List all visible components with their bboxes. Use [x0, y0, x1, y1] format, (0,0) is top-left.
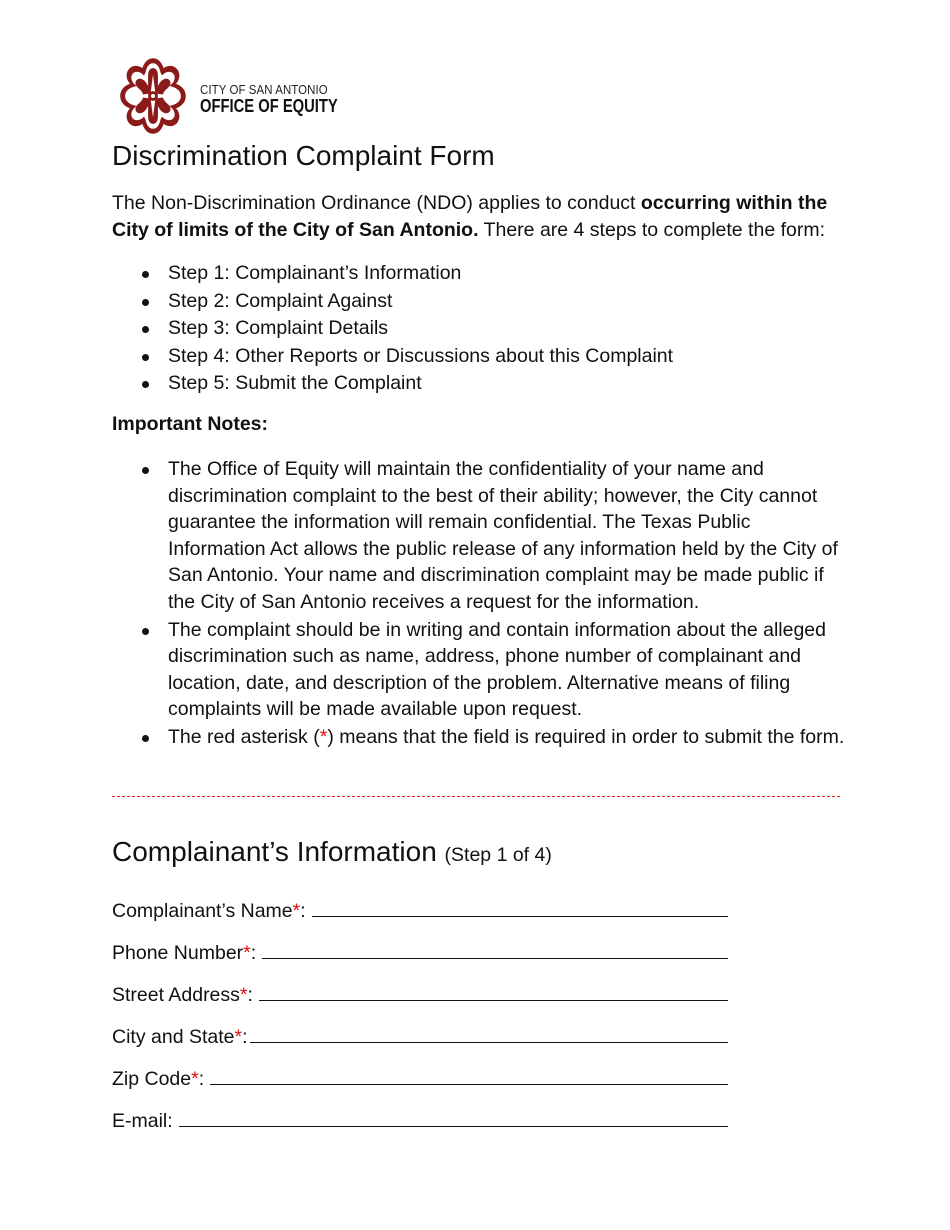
field-label-colon: :: [300, 900, 306, 922]
list-item: [140, 260, 673, 288]
complainant-fields: [112, 884, 728, 1136]
field-label-text: City and State: [112, 1026, 235, 1048]
page-title: Discrimination Complaint Form: [112, 140, 495, 171]
field-label: [112, 898, 306, 926]
city-state-field[interactable]: [250, 1042, 729, 1043]
notes-list: [140, 456, 845, 752]
intro-text: The Non-Discrimination Ordinance (NDO) applies to conduct: [112, 192, 641, 214]
zip-code-field-row: [112, 1052, 728, 1094]
field-label: [112, 982, 253, 1010]
email-field-row: [112, 1094, 728, 1136]
city-name: CITY OF SAN ANTONIO: [200, 81, 328, 97]
field-label-text: Zip Code: [112, 1068, 192, 1090]
list-item: [140, 724, 845, 751]
list-item: [140, 288, 673, 316]
field-label-colon: :: [242, 1026, 248, 1048]
required-asterisk: *: [243, 942, 251, 964]
phone-field[interactable]: [262, 958, 728, 959]
street-address-field-row: [112, 968, 728, 1010]
note-text-end: ) means that the field is required in order to submit the form.: [327, 725, 845, 748]
list-item: [140, 315, 673, 343]
field-label-colon: :: [247, 984, 253, 1006]
bullet-icon: [142, 299, 149, 306]
field-label-text: Street Address: [112, 984, 240, 1006]
field-label: [112, 1066, 204, 1094]
list-item: [140, 456, 845, 616]
office-name: OFFICE OF EQUITY: [200, 96, 338, 117]
bullet-icon: [142, 271, 149, 278]
field-label-colon: :: [167, 1110, 173, 1132]
name-field-row: [112, 884, 728, 926]
bullet-icon: [142, 354, 149, 361]
zip-code-field[interactable]: [210, 1084, 728, 1085]
note-text: The complaint should be in writing and contain information about the alleged discrimination such as name, address, phone number of complainant and location, date, and description of the problem. Alternative means of filing complaints will be made available upon request.: [168, 618, 827, 721]
required-asterisk: *: [234, 1026, 243, 1048]
name-field[interactable]: [312, 916, 728, 917]
section-divider: [112, 796, 840, 797]
bullet-icon: [142, 381, 149, 388]
intro-text-end: There are 4 steps to complete the form:: [478, 219, 825, 241]
field-label: [112, 1108, 173, 1136]
step-label: Step 5: Submit the Complaint: [168, 372, 422, 395]
field-label: [112, 1024, 248, 1052]
email-field[interactable]: [179, 1126, 728, 1127]
list-item: [140, 370, 673, 398]
notes-heading: Important Notes:: [112, 413, 268, 435]
field-label-text: Phone Number: [112, 942, 244, 964]
field-label-text: E-mail: [112, 1110, 168, 1132]
list-item: [140, 343, 673, 371]
bullet-icon: [142, 467, 149, 474]
bullet-icon: [142, 326, 149, 333]
office-logo-text: [200, 83, 368, 117]
phone-field-row: [112, 926, 728, 968]
field-label-colon: :: [250, 942, 257, 964]
required-asterisk: *: [319, 725, 328, 748]
required-asterisk: *: [239, 984, 248, 1006]
section-title: [112, 836, 552, 868]
step-label: Step 1: Complainant’s Information: [168, 262, 462, 284]
field-label-colon: :: [198, 1068, 205, 1090]
field-label-text: Complainant’s Name: [112, 900, 293, 922]
intro-paragraph: [112, 190, 842, 244]
bullet-icon: [142, 735, 149, 742]
note-text: The Office of Equity will maintain the confidentiality of your name and discrimination complaint to the best of their ability; however, the City cannot guarantee the information will remain confidential. The Texas Public Information Act allows the public release of any information held by the City of San Antonio. Your name and discrimination complaint may be made public if the City of San Antonio receives a request for the information.: [168, 458, 838, 613]
required-asterisk: *: [191, 1068, 199, 1090]
steps-list: [140, 260, 673, 398]
city-state-field-row: [112, 1010, 728, 1052]
section-title-text: Complainant’s Information: [112, 836, 437, 867]
step-label: Step 2: Complaint Against: [168, 289, 393, 312]
step-label: Step 4: Other Reports or Discussions about this Complaint: [168, 344, 674, 367]
street-address-field[interactable]: [259, 1000, 728, 1001]
required-asterisk: *: [292, 900, 301, 922]
city-seal-icon: [112, 55, 194, 137]
field-label: [112, 940, 256, 968]
step-label: Step 3: Complaint Details: [168, 317, 389, 340]
step-indicator: (Step 1 of 4): [444, 844, 552, 866]
list-item: [140, 617, 845, 723]
bullet-icon: [142, 628, 149, 635]
intro-bold-text: occurring within the City of limits of the City of San Antonio.: [112, 192, 828, 241]
office-logo: [112, 55, 368, 137]
note-text: The red asterisk (: [168, 725, 320, 748]
